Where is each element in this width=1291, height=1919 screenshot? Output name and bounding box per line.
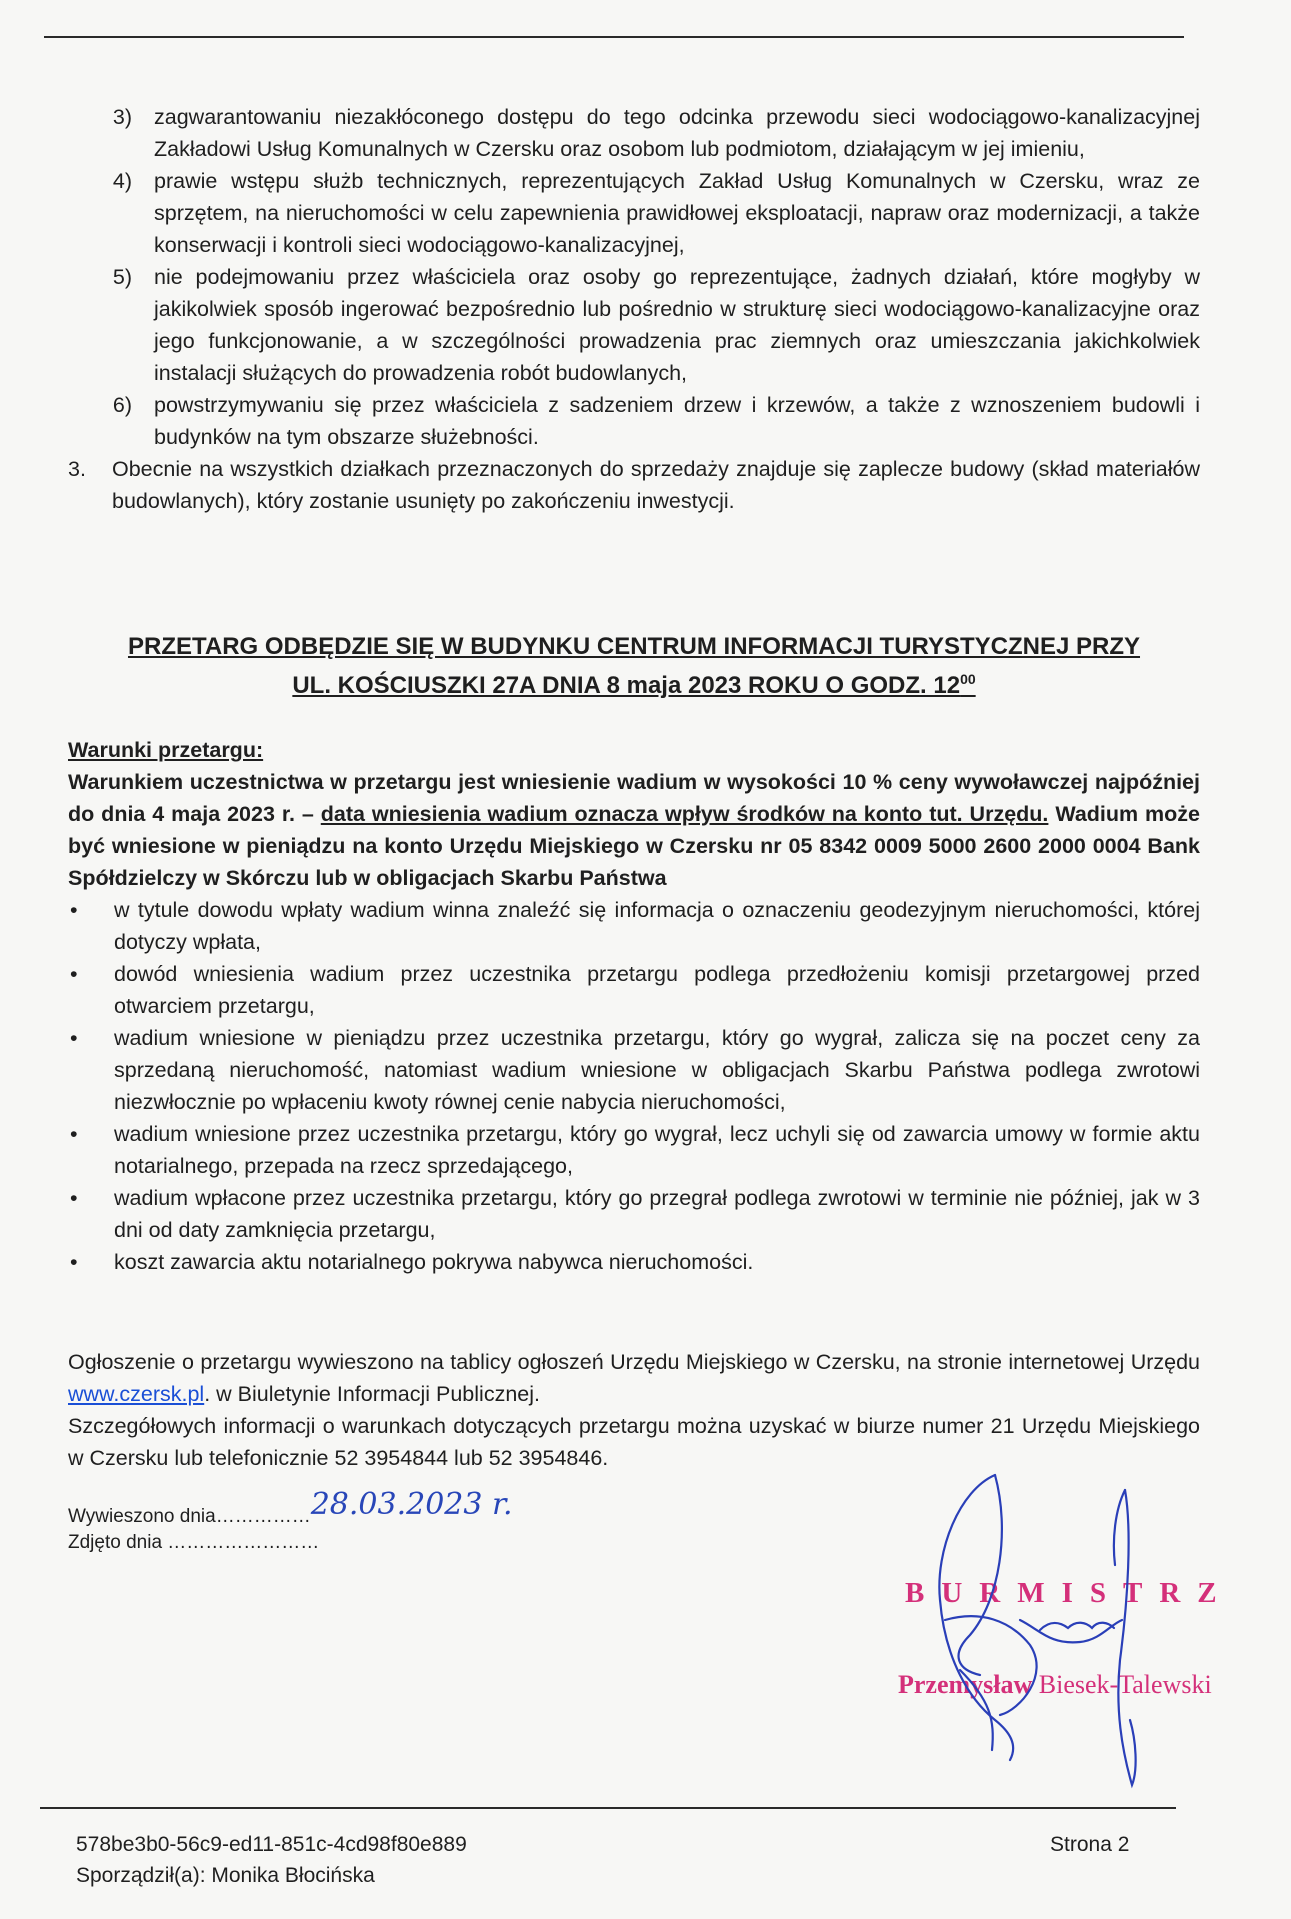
announcement-part-1: Ogłoszenie o przetargu wywieszono na tablicy ogłoszeń Urzędu Miejskiego w Czersku, na stronie internetowej Urzędu — [68, 1350, 1200, 1374]
posted-label: Wywieszono dnia — [68, 1506, 216, 1527]
document-id: 578be3b0-56c9-ed11-851c-4cd98f80e889 — [76, 1833, 467, 1856]
heading-line-1: PRZETARG ODBĘDZIE SIĘ W BUDYNKU CENTRUM INFORMACJI TURYSTYCZNEJ PRZY — [127, 633, 1141, 660]
stamp-title: BURMISTRZ — [905, 1577, 1234, 1609]
list-item — [68, 101, 1200, 165]
list-item-text: powstrzymywaniu się przez właściciela z sadzeniem drzew i krzewów, a także z wznoszeniem budowli i budynków na tym obszarze służebności. — [154, 393, 1200, 449]
announcement — [68, 1346, 1200, 1474]
bullet-symbol: • — [70, 1026, 78, 1050]
list-item-text: nie podejmowaniu przez właściciela oraz osoby go reprezentujące, żadnych działań, które mogłyby w jakikolwiek sposób ingerować bezpośrednio lub pośrednio w strukturę sieci wodociągowo-kanalizacyjne oraz jego funkcjonowanie, a w szczególności prowadzenia prac ziemnych oraz umieszczania jakichkolwiek instalacji służących do prowadzenia robót budowlanych, — [154, 265, 1200, 385]
footer — [76, 1829, 467, 1891]
bullet-symbol: • — [70, 1250, 78, 1274]
removed-dots: …………………… — [167, 1532, 320, 1553]
page-number: Strona 2 — [1050, 1833, 1130, 1856]
numbered-list — [68, 101, 1200, 517]
bullet-symbol: • — [70, 1186, 78, 1210]
list-item — [68, 165, 1200, 261]
list-item-number: 3) — [112, 105, 132, 129]
point-text: Obecnie na wszystkich działkach przeznaczonych do sprzedaży znajduje się zaplecze budowy (skład materiałów budowlanych), który zostanie usunięty po zakończeniu inwestycji. — [112, 457, 1200, 513]
website-link[interactable]: www.czersk.pl — [68, 1382, 205, 1406]
conditions-part-1: Warunkiem uczestnictwa w przetargu jest wniesienie wadium w wysokości 10 % ceny wywoławczej najpóźniej do dnia 4 maja 2023 r. – — [68, 770, 1200, 826]
bottom-rule — [40, 1807, 1176, 1809]
bullet-text: dowód wniesienia wadium przez uczestnika przetargu podlega przedłożeniu komisji przetargowej przed otwarciem przetargu, — [114, 962, 1200, 1018]
list-item-number: 4) — [112, 169, 132, 193]
list-item — [68, 1182, 1200, 1246]
point-number: 3. — [68, 457, 86, 481]
list-item — [68, 958, 1200, 1022]
list-item-number: 6) — [112, 393, 132, 417]
bullet-text: wadium wniesione przez uczestnika przetargu, który go wygrał, lecz uchyli się od zawarcia umowy w formie aktu notarialnego, przepada na rzecz sprzedającego, — [114, 1122, 1200, 1178]
announcement-paragraph — [68, 1346, 1200, 1410]
conditions-paragraph — [68, 766, 1200, 894]
list-item-text: zagwarantowaniu niezakłóconego dostępu do tego odcinka przewodu sieci wodociągowo-kanalizacyjnej Zakładowi Usług Komunalnych w Czersku oraz osobom lub podmiotom, działającym w jej imieniu, — [154, 105, 1200, 161]
auction-heading — [68, 630, 1200, 702]
bullet-symbol: • — [70, 962, 78, 986]
info-paragraph: Szczegółowych informacji o warunkach dotyczących przetargu można uzyskać w biurze numer 21 Urzędu Miejskiego w Czersku lub telefonicznie 52 3954844 lub 52 3954846. — [68, 1414, 1200, 1470]
bullet-text: wadium wniesione w pieniądzu przez uczestnika przetargu, który go wygrał, zalicza się na poczet ceny za sprzedaną nieruchomość, natomiast wadium wniesione w obligacjach Skarbu Państwa podlega zwrotowi niezwłocznie po wpłaceniu kwoty równej cenie nabycia nieruchomości, — [114, 1026, 1200, 1114]
stamp-first-name: Przemysław — [898, 1670, 1033, 1699]
removed-line — [68, 1530, 513, 1556]
list-item — [68, 261, 1200, 389]
deposit-bullets — [68, 894, 1200, 1278]
list-item-text: prawie wstępu służb technicznych, reprezentujących Zakład Usług Komunalnych w Czersku, wraz ze sprzętem, na nieruchomości w celu zapewnienia prawidłowej eksploatacji, napraw oraz modernizacji, a także konserwacji i kontroli sieci wodociągowo-kanalizacyjnej, — [154, 169, 1200, 257]
signature-icon — [900, 1470, 1160, 1800]
list-item-number: 5) — [112, 265, 132, 289]
conditions-title: Warunki przetargu: — [68, 738, 264, 762]
top-rule — [44, 36, 1184, 38]
prepared-by: Sporządził(a): Monika Błocińska — [76, 1864, 375, 1887]
point-3 — [68, 453, 1200, 517]
heading-time-superscript: 00 — [960, 671, 976, 687]
posted-line — [68, 1487, 513, 1530]
conditions-part-2: data wniesienia wadium oznacza wpływ środków na konto tut. Urzędu. — [320, 802, 1049, 826]
list-item — [68, 1246, 1200, 1278]
bullet-text: wadium wpłacone przez uczestnika przetargu, który go przegrał podlega zwrotowi w terminie nie później, jak w 3 dni od daty zamknięcia przetargu, — [114, 1186, 1200, 1242]
bullet-text: koszt zawarcia aktu notarialnego pokrywa nabywca nieruchomości. — [114, 1250, 754, 1274]
list-item — [68, 894, 1200, 958]
announcement-part-2: . w Biuletynie Informacji Publicznej. — [204, 1382, 540, 1406]
heading-line-2-text: UL. KOŚCIUSZKI 27A DNIA 8 maja 2023 ROKU O GODZ. 12 — [292, 672, 961, 699]
list-item — [68, 1022, 1200, 1118]
bullet-symbol: • — [70, 898, 78, 922]
conditions-part-3: Wadium może być wniesione w pieniądzu na konto Urzędu Miejskiego w Czersku nr 05 8342 0009 5000 2600 2000 0004 Bank Spółdzielczy w Skórczu lub w obligacjach Skarbu Państwa — [68, 802, 1200, 890]
list-item — [68, 389, 1200, 453]
posted-dots: …………… — [215, 1506, 311, 1527]
bullet-symbol: • — [70, 1122, 78, 1146]
list-item — [68, 1118, 1200, 1182]
removed-label: Zdjęto dnia — [68, 1532, 163, 1553]
handwritten-date: 28.03.2023 r. — [310, 1487, 513, 1522]
bullet-text: w tytule dowodu wpłaty wadium winna znaleźć się informacja o oznaczeniu geodezyjnym nieruchomości, której dotyczy wpłata, — [114, 898, 1200, 954]
auction-conditions — [68, 734, 1200, 1278]
heading-line-2 — [68, 663, 1200, 702]
stamp-last-name: Biesek-Talewski — [1032, 1670, 1212, 1699]
posting-info — [68, 1487, 513, 1556]
